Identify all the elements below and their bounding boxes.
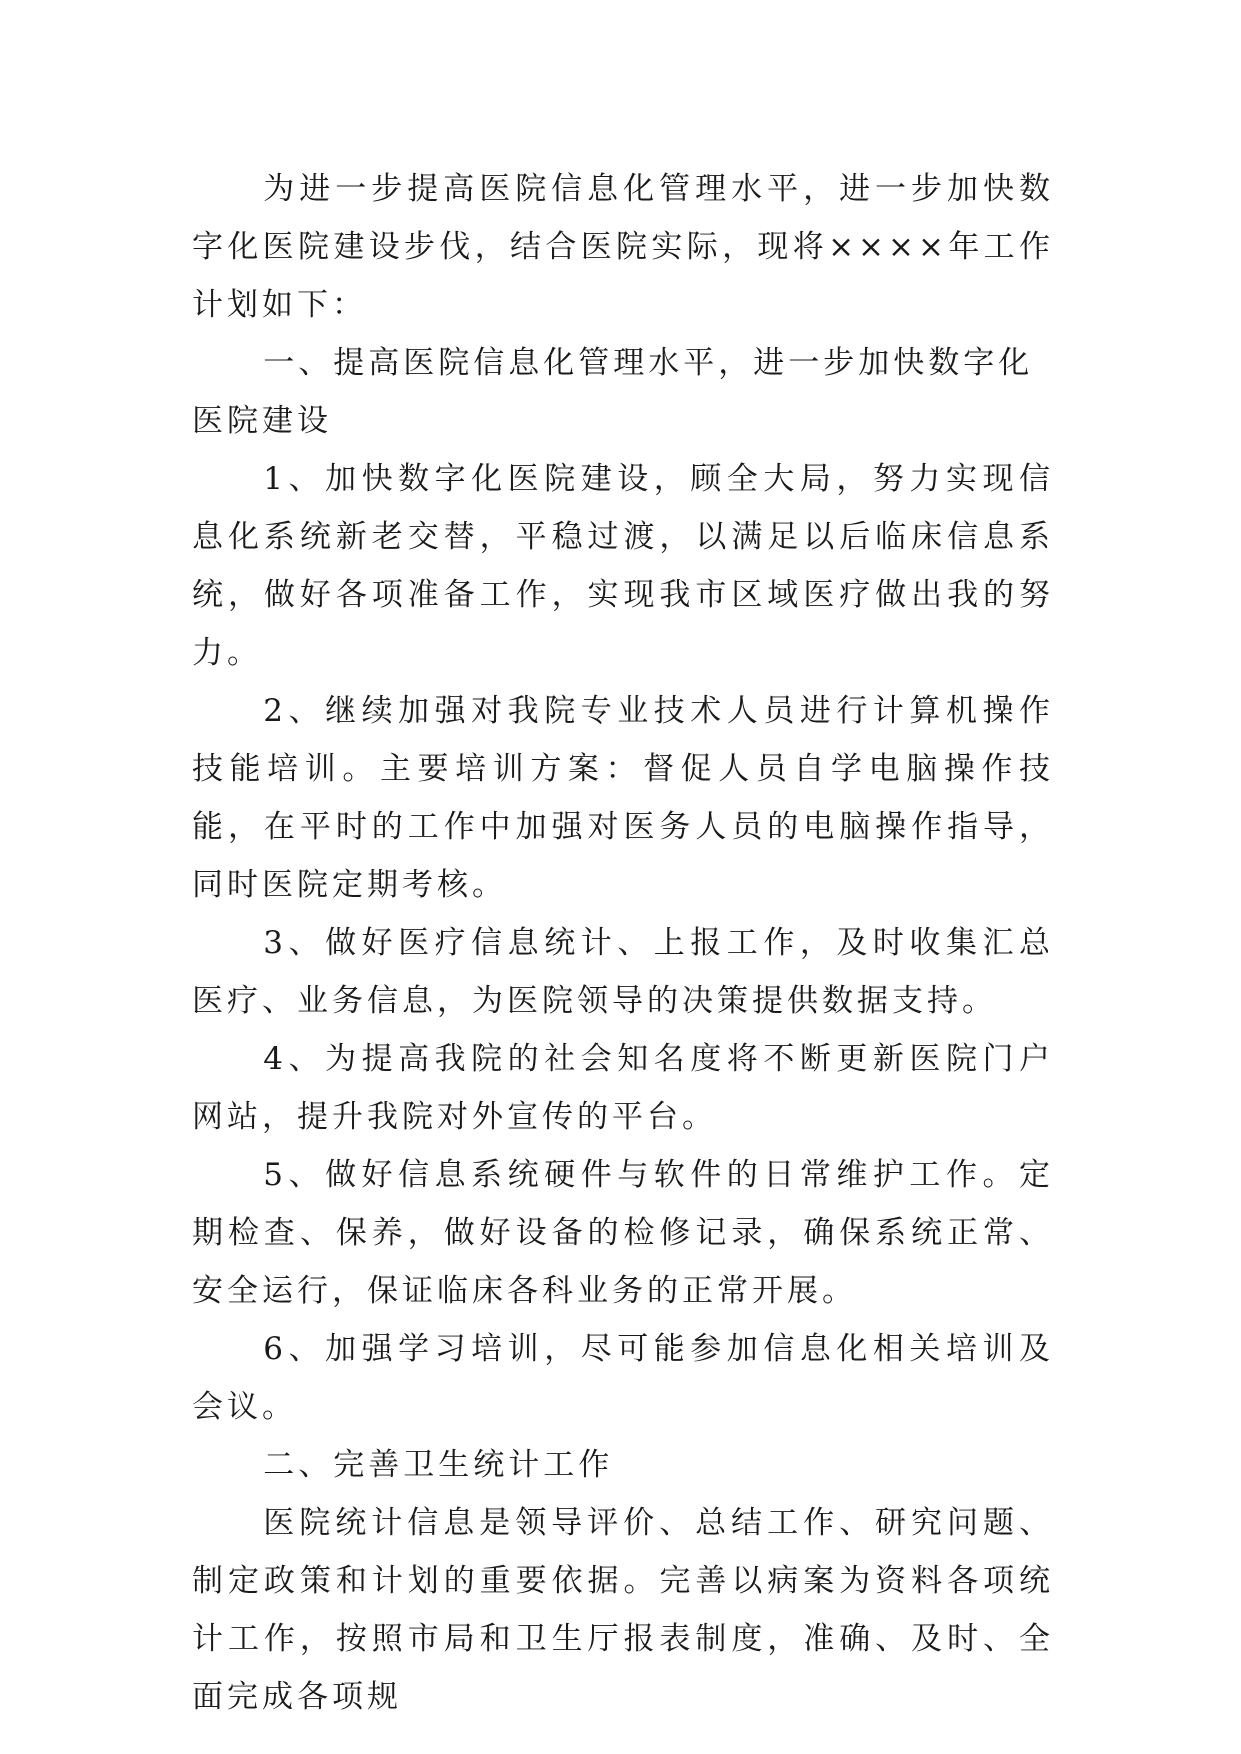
section-heading-1: 一、提高医院信息化管理水平，进一步加快数字化医院建设: [192, 345, 1034, 439]
list-item-4: 4、为提高我院的社会知名度将不断更新医院门户网站，提升我院对外宣传的平台。: [192, 1041, 1054, 1135]
statistics-paragraph: 医院统计信息是领导评价、总结工作、研究问题、制定政策和计划的重要依据。完善以病案为资料各项统计工作，按照市局和卫生厅报表制度，准确、及时、全面完成各项规: [192, 1505, 1054, 1715]
intro-paragraph: 为进一步提高医院信息化管理水平，进一步加快数字化医院建设步伐，结合医院实际，现将××××年工作计划如下：: [192, 171, 1054, 323]
section-heading-2: 二、完善卫生统计工作: [263, 1447, 614, 1483]
list-item-5: 5、做好信息系统硬件与软件的日常维护工作。定期检查、保养，做好设备的检修记录，确保系统正常、安全运行，保证临床各科业务的正常开展。: [192, 1157, 1054, 1309]
list-item-3: 3、做好医疗信息统计、上报工作，及时收集汇总医疗、业务信息，为医院领导的决策提供数据支持。: [192, 925, 1054, 1019]
document-body: [192, 160, 1054, 1726]
list-item-1: 1、加快数字化医院建设，顾全大局，努力实现信息化系统新老交替，平稳过渡，以满足以后临床信息系统，做好各项准备工作，实现我市区域医疗做出我的努力。: [192, 461, 1054, 671]
list-item-2: 2、继续加强对我院专业技术人员进行计算机操作技能培训。主要培训方案：督促人员自学电脑操作技能，在平时的工作中加强对医务人员的电脑操作指导，同时医院定期考核。: [192, 693, 1054, 903]
list-item-6: 6、加强学习培训，尽可能参加信息化相关培训及会议。: [192, 1331, 1054, 1425]
